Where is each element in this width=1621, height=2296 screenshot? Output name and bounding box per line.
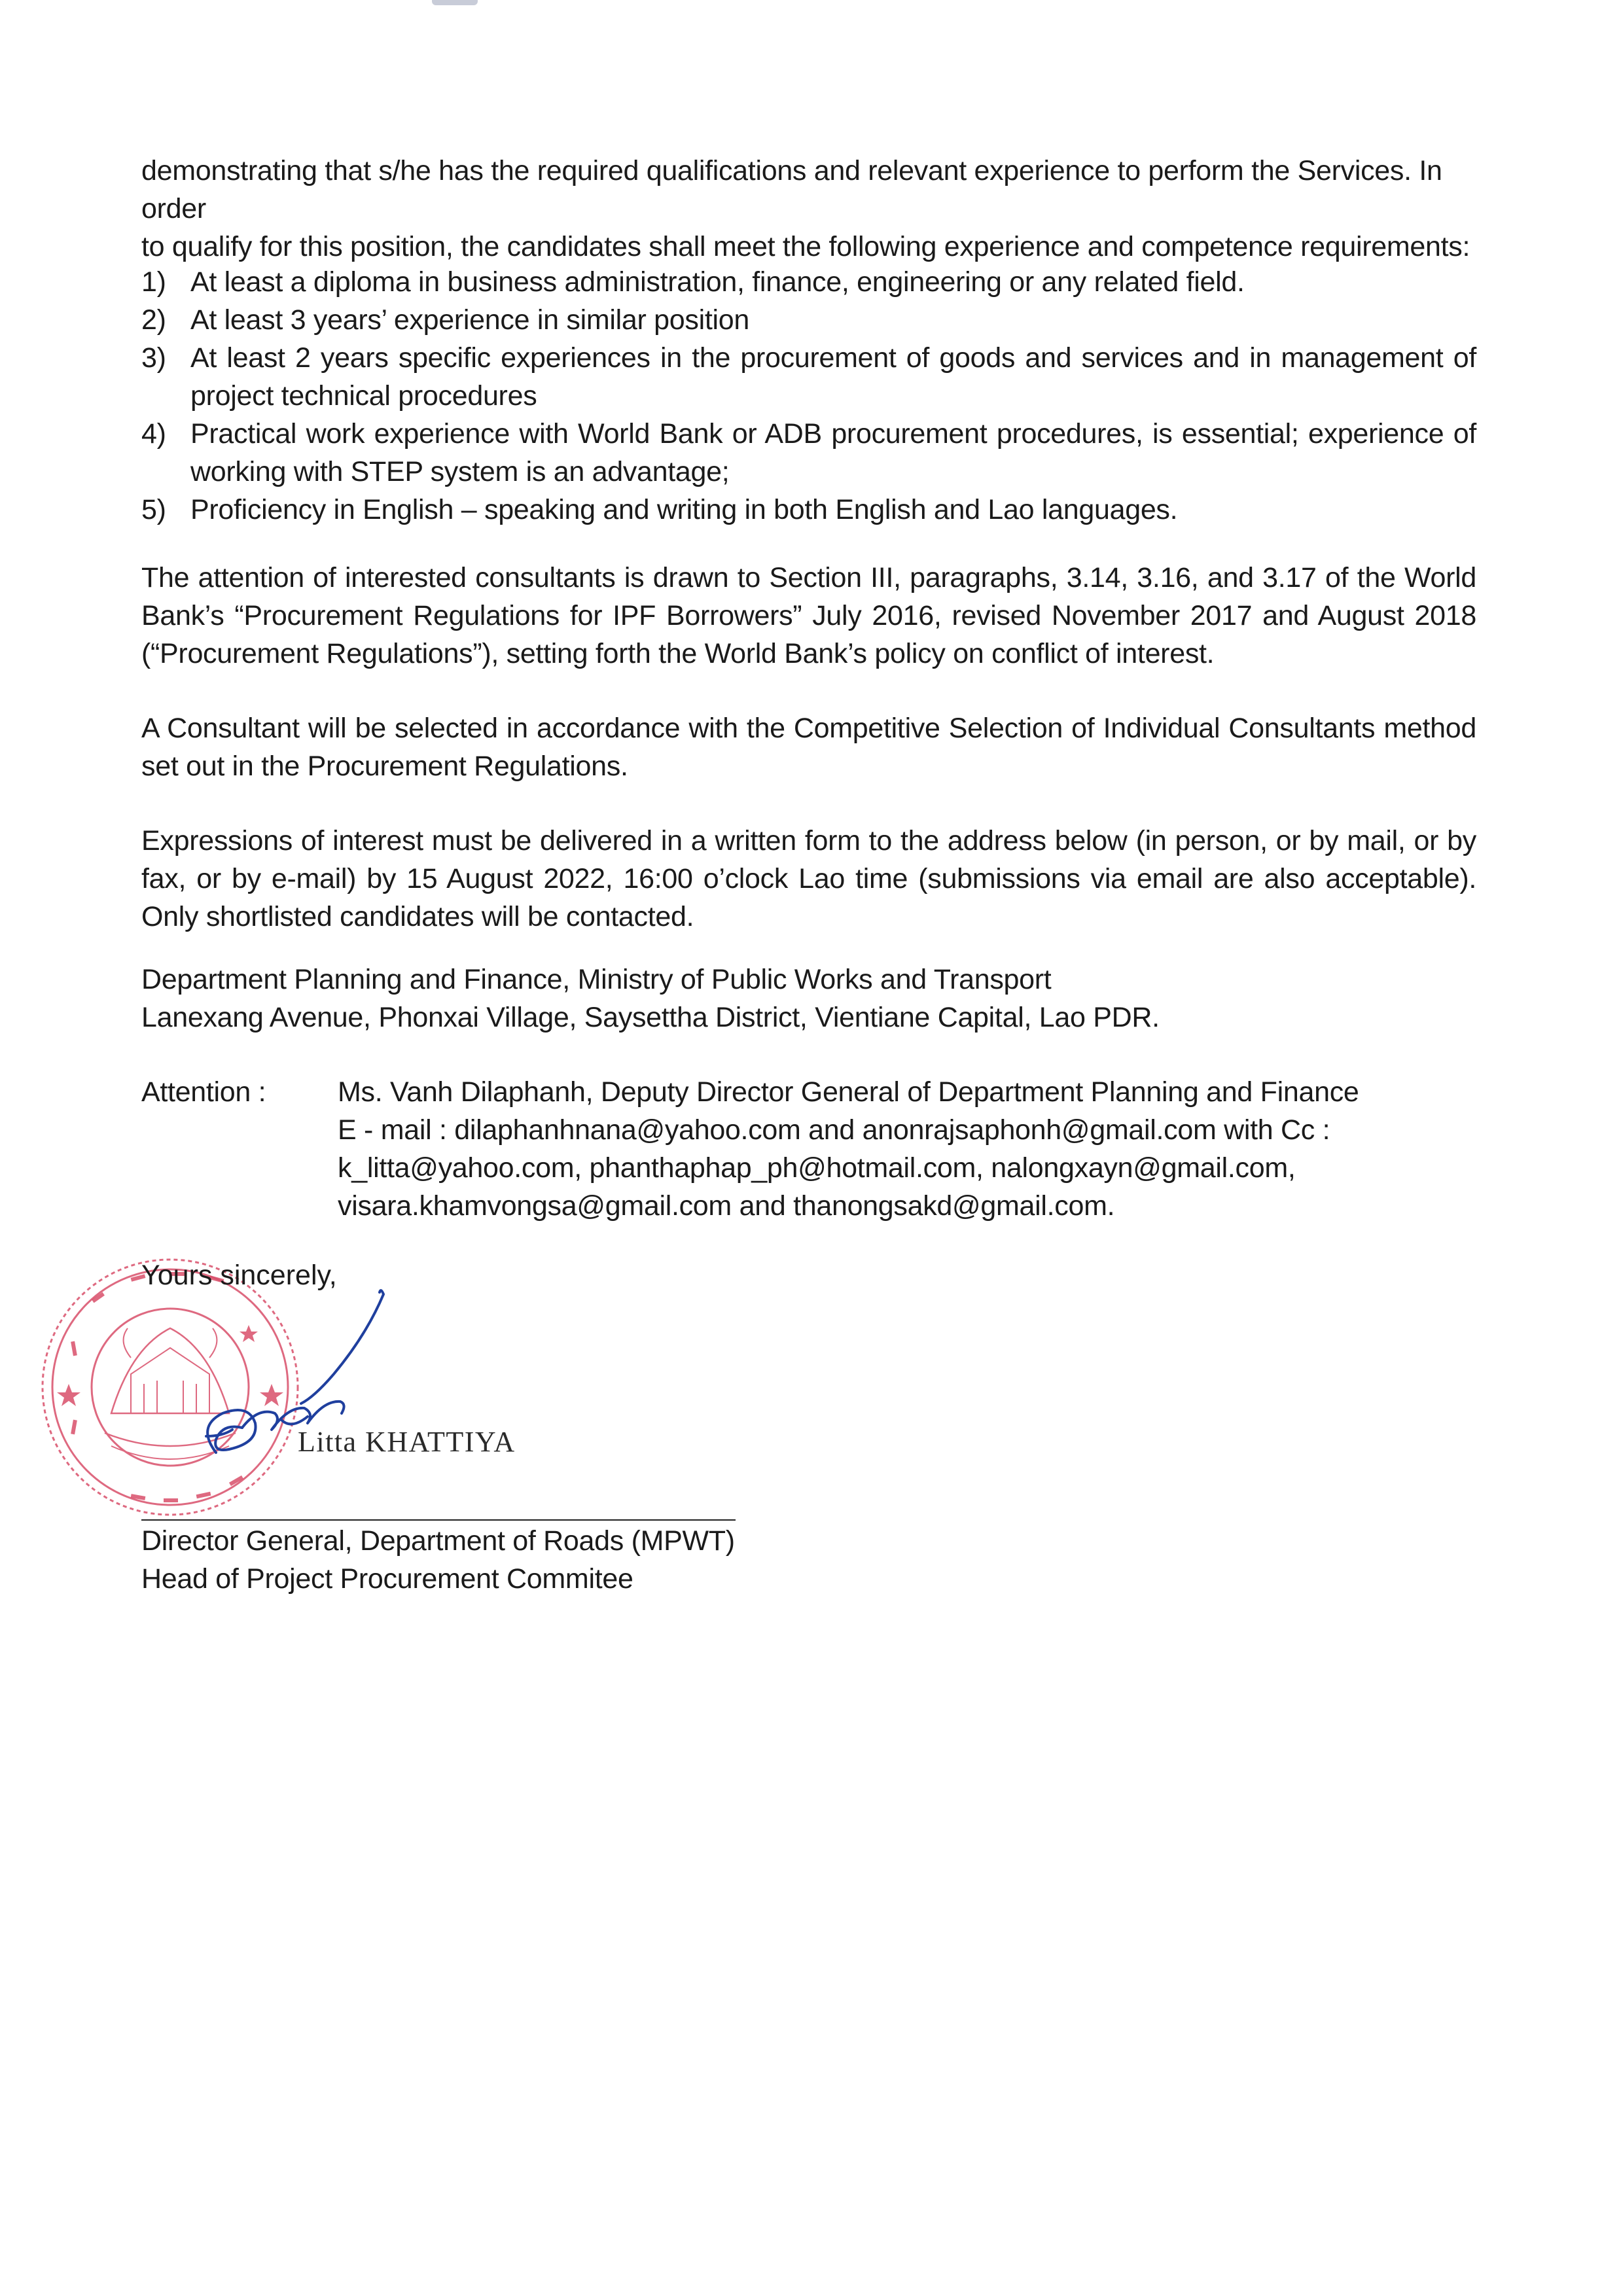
signature-line [141, 1519, 736, 1521]
list-item-text: At least a diploma in business administration, finance, engineering or any related field. [190, 266, 1245, 298]
signatory-title-line-1: Director General, Department of Roads (MPWT) [141, 1525, 735, 1557]
conflict-of-interest-paragraph: The attention of interested consultants is drawn to Section III, paragraphs, 3.14, 3.16, and 3.17 of the World Bank’s “Procurement Regulations for IPF Borrowers” July 2016, revised November 2017 and August 2018 (“Procurement Regulations”), setting forth the World Bank’s policy on conflict of interest. [141, 562, 1476, 669]
attention-line-4: visara.khamvongsa@gmail.com and thanongsakd@gmail.com. [338, 1190, 1115, 1222]
signatory-title-block [141, 1522, 735, 1598]
attention-line-2: E - mail : dilaphanhnana@yahoo.com and anonrajsaphonh@gmail.com with Cc : [338, 1114, 1330, 1146]
list-item [141, 263, 1476, 301]
list-item-text: At least 2 years specific experiences in the procurement of goods and services and in management of project technical procedures [190, 342, 1476, 412]
intro-line-1: demonstrating that s/he has the required qualifications and relevant experience to perform the Services. In order [141, 155, 1442, 224]
intro-line-2: to qualify for this position, the candidates shall meet the following experience and competence requirements: [141, 231, 1470, 262]
list-item-text: Practical work experience with World Bank or ADB procurement procedures, is essential; experience of working with STEP system is an advantage; [190, 418, 1476, 487]
list-item-text: Proficiency in English – speaking and writing in both English and Lao languages. [190, 494, 1178, 525]
address-line-2: Lanexang Avenue, Phonxai Village, Saysettha District, Vientiane Capital, Lao PDR. [141, 1002, 1160, 1033]
attention-label: Attention : [141, 1076, 266, 1108]
attention-line-1: Ms. Vanh Dilaphanh, Deputy Director General of Department Planning and Finance [338, 1076, 1359, 1108]
selection-method-paragraph: A Consultant will be selected in accordance with the Competitive Selection of Individual Consultants method set out in the Procurement Regulations. [141, 713, 1476, 782]
list-item [141, 301, 1476, 339]
signoff-text: Yours sincerely, [141, 1260, 337, 1291]
list-item [141, 339, 1476, 415]
list-item-number: 4) [141, 418, 166, 450]
list-item [141, 415, 1476, 491]
address-block [141, 961, 1160, 1036]
requirements-list [141, 263, 1476, 529]
address-line-1: Department Planning and Finance, Ministry of Public Works and Transport [141, 964, 1052, 995]
list-item-number: 5) [141, 494, 166, 525]
scan-mark [432, 0, 478, 5]
list-item-number: 2) [141, 304, 166, 336]
attention-line-3: k_litta@yahoo.com, phanthaphap_ph@hotmail.com, nalongxayn@gmail.com, [338, 1152, 1296, 1184]
submission-paragraph: Expressions of interest must be delivered in a written form to the address below (in person, or by mail, or by fax, or by e-mail) by 15 August 2022, 16:00 o’clock Lao time (submissions via email are also acceptable). Only shortlisted candidates will be contacted. [141, 825, 1476, 932]
list-item-text: At least 3 years’ experience in similar position [190, 304, 749, 336]
signatory-title-line-2: Head of Project Procurement Commitee [141, 1563, 633, 1595]
list-item-number: 3) [141, 342, 166, 374]
signatory-name: Litta KHATTIYA [298, 1426, 516, 1458]
list-item [141, 491, 1476, 529]
intro-paragraph [141, 152, 1476, 266]
list-item-number: 1) [141, 266, 166, 298]
attention-details [338, 1073, 1489, 1225]
